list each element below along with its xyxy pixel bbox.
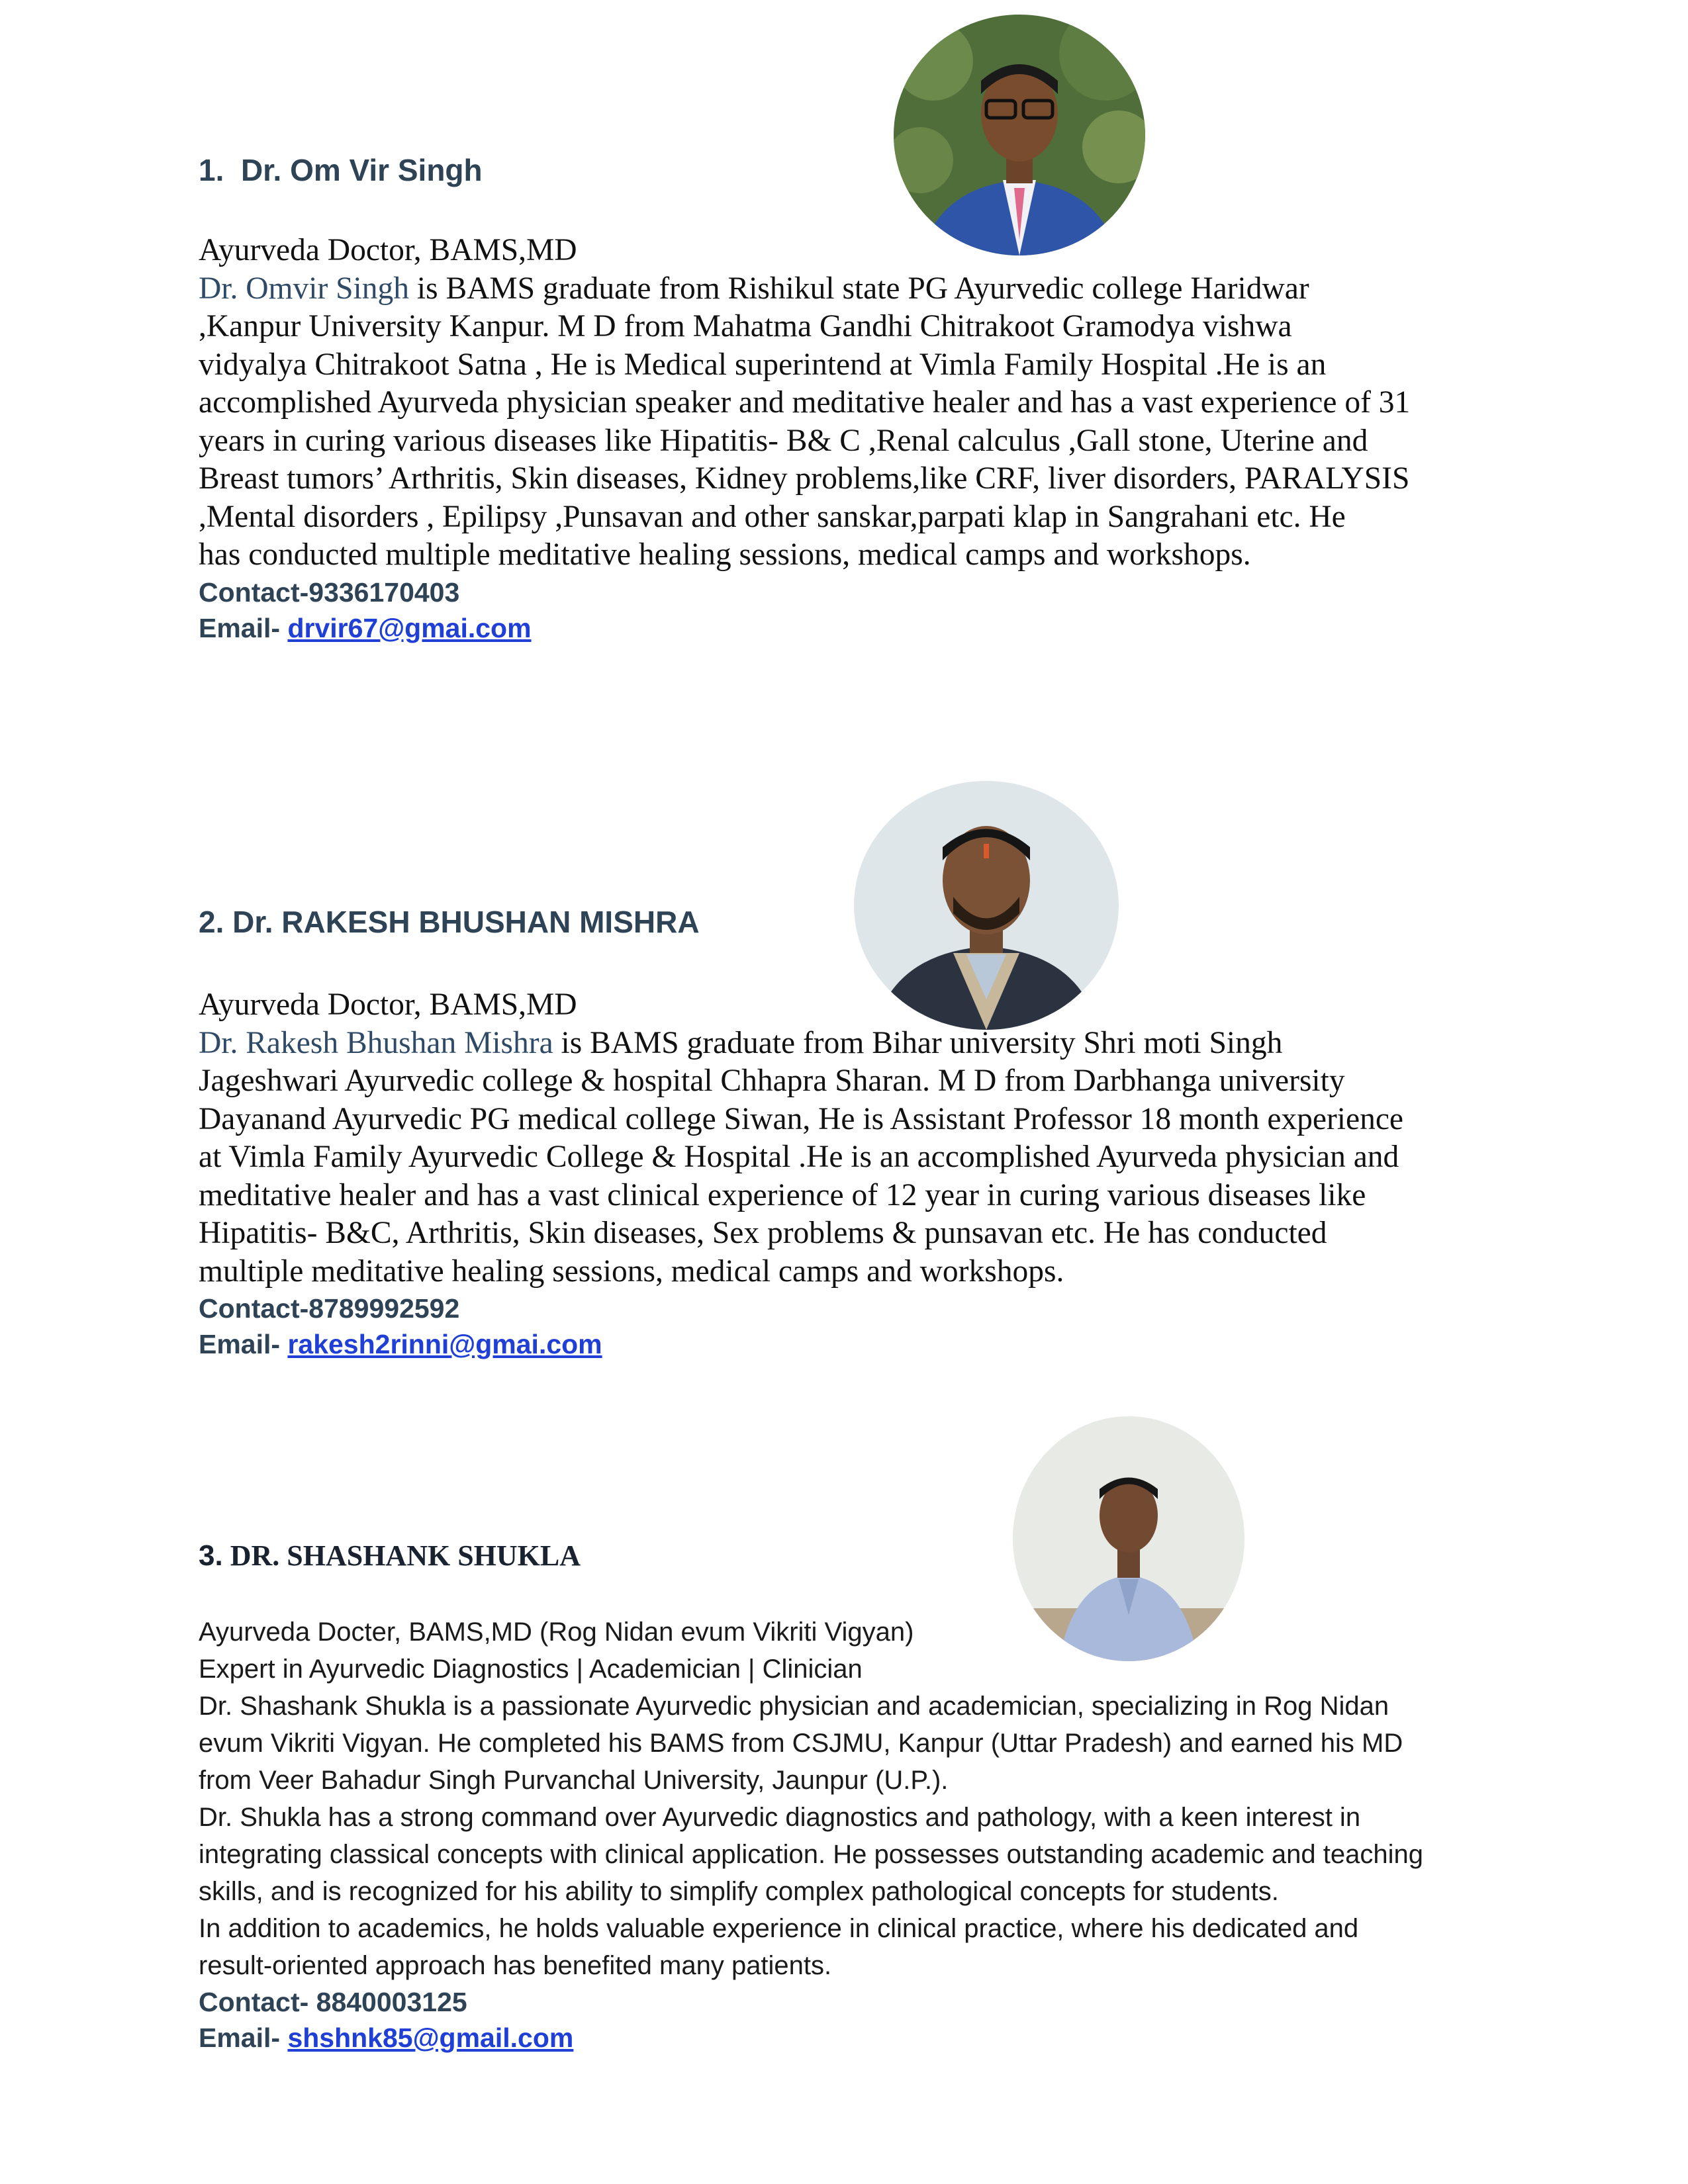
doctor-3-number: 3. (199, 1539, 223, 1572)
doctor-3-name: DR. SHASHANK SHUKLA (230, 1539, 581, 1572)
doctor-2-name: Dr. RAKESH BHUSHAN MISHRA (232, 905, 700, 939)
doctor-3-body (199, 1614, 1496, 2056)
doctor-1-section (199, 152, 1496, 188)
doctor-3-subtitle: Expert in Ayurvedic Diagnostics | Academician | Clinician (199, 1655, 863, 1684)
doctor-1-email-line: Email- drvir67@gmai.com (199, 612, 532, 643)
doctor-2-body (199, 986, 1496, 1362)
doctor-1-bio-line: accomplished Ayurveda physician speaker and meditative healer and has a vast experience of 31 (199, 385, 1411, 420)
doctor-1-photo (894, 15, 1145, 255)
doctor-1-contact: Contact-9336170403 (199, 576, 460, 608)
doctor-3-bio-line: integrating classical concepts with clinical application. He possesses outstanding academic and teaching (199, 1840, 1423, 1869)
doctor-2-email-line: Email- rakesh2rinni@gmai.com (199, 1329, 602, 1359)
doctor-1-bio-line: has conducted multiple meditative healing sessions, medical camps and workshops. (199, 537, 1251, 572)
doctor-1-bio-line: vidyalya Chitrakoot Satna , He is Medical superintend at Vimla Family Hospital .He is an (199, 347, 1327, 382)
doctor-1-bio-line: ,Mental disorders , Epilipsy ,Punsavan and other sanskar,parpati klap in Sangrahani etc. He (199, 499, 1346, 534)
doctor-1-heading (199, 152, 1496, 188)
doctor-3-bio-line: result-oriented approach has benefited many patients. (199, 1951, 832, 1980)
doctor-1-number: 1. (199, 153, 224, 187)
doctor-3-bio-line: Dr. Shukla has a strong command over Ayurvedic diagnostics and pathology, with a keen interest in (199, 1803, 1361, 1832)
doctor-2-bio-line: Dayanand Ayurvedic PG medical college Siwan, He is Assistant Professor 18 month experience (199, 1101, 1404, 1136)
doctor-3-bio-line: from Veer Bahadur Singh Purvanchal University, Jaunpur (U.P.). (199, 1766, 949, 1795)
doctor-1-body (199, 232, 1496, 646)
doctor-2-heading (199, 904, 1496, 940)
doctor-1-bio-lead: Dr. Omvir Singh (199, 271, 410, 306)
doctor-1-name: Dr. Om Vir Singh (240, 153, 483, 187)
doctor-2-bio-line: Dr. Rakesh Bhushan Mishra is BAMS graduate from Bihar university Shri moti Singh (199, 1025, 1283, 1060)
doctor-2-bio-line: meditative healer and has a vast clinical experience of 12 year in curing various diseases like (199, 1177, 1366, 1212)
doctor-3-bio-line: Dr. Shashank Shukla is a passionate Ayurvedic physician and academician, specializing in Rog Nidan (199, 1692, 1389, 1721)
doctor-2-contact: Contact-8789992592 (199, 1293, 460, 1324)
doctor-1-bio-line: ,Kanpur University Kanpur. M D from Mahatma Gandhi Chitrakoot Gramodya vishwa (199, 309, 1292, 343)
doctor-1-bio-line: Breast tumors’ Arthritis, Skin diseases, Kidney problems,like CRF, liver disorders, PARALYSIS (199, 461, 1410, 496)
doctor-3-title: Ayurveda Docter, BAMS,MD (Rog Nidan evum Vikriti Vigyan) (199, 1617, 914, 1647)
doctor-3-heading (199, 1539, 1496, 1572)
doctor-3-email-line: Email- shshnk85@gmail.com (199, 2023, 574, 2053)
doctor-2-bio-line: Hipatitis- B&C, Arthritis, Skin diseases, Sex problems & punsavan etc. He has conducted (199, 1216, 1327, 1250)
doctor-2-bio-lead: Dr. Rakesh Bhushan Mishra (199, 1025, 553, 1060)
doctor-2-number: 2. (199, 905, 224, 939)
doctor-1-title: Ayurveda Doctor, BAMS,MD (199, 233, 577, 267)
doctor-3-bio-line: In addition to academics, he holds valuable experience in clinical practice, where his dedicated and (199, 1914, 1359, 1943)
doctor-2-bio-line: Jageshwari Ayurvedic college & hospital Chhapra Sharan. M D from Darbhanga university (199, 1064, 1345, 1098)
doctor-3-contact: Contact- 8840003125 (199, 1987, 467, 2017)
doctor-2-section (199, 904, 1496, 940)
doctor-3-bio-line: evum Vikriti Vigyan. He completed his BAMS from CSJMU, Kanpur (Uttar Pradesh) and earned his MD (199, 1729, 1403, 1758)
doctor-1-email-link[interactable]: drvir67@gmai.com (287, 612, 532, 643)
doctor-1-bio-line: years in curing various diseases like Hipatitis- B& C ,Renal calculus ,Gall stone, Uterine and (199, 423, 1368, 458)
doctor-3-bio-line: skills, and is recognized for his ability to simplify complex pathological concepts for students. (199, 1877, 1279, 1906)
doctor-3-section (199, 1539, 1496, 1572)
doctor-2-title: Ayurveda Doctor, BAMS,MD (199, 987, 577, 1022)
doctor-2-bio-line: multiple meditative healing sessions, medical camps and workshops. (199, 1253, 1064, 1289)
doctor-2-email-link[interactable]: rakesh2rinni@gmai.com (287, 1329, 602, 1359)
doctor-2-bio-line: at Vimla Family Ayurvedic College & Hospital .He is an accomplished Ayurveda physician and (199, 1140, 1399, 1174)
doctor-1-bio-line: Dr. Omvir Singh is BAMS graduate from Rishikul state PG Ayurvedic college Haridwar (199, 271, 1309, 306)
doctor-3-email-link[interactable]: shshnk85@gmail.com (287, 2023, 574, 2053)
